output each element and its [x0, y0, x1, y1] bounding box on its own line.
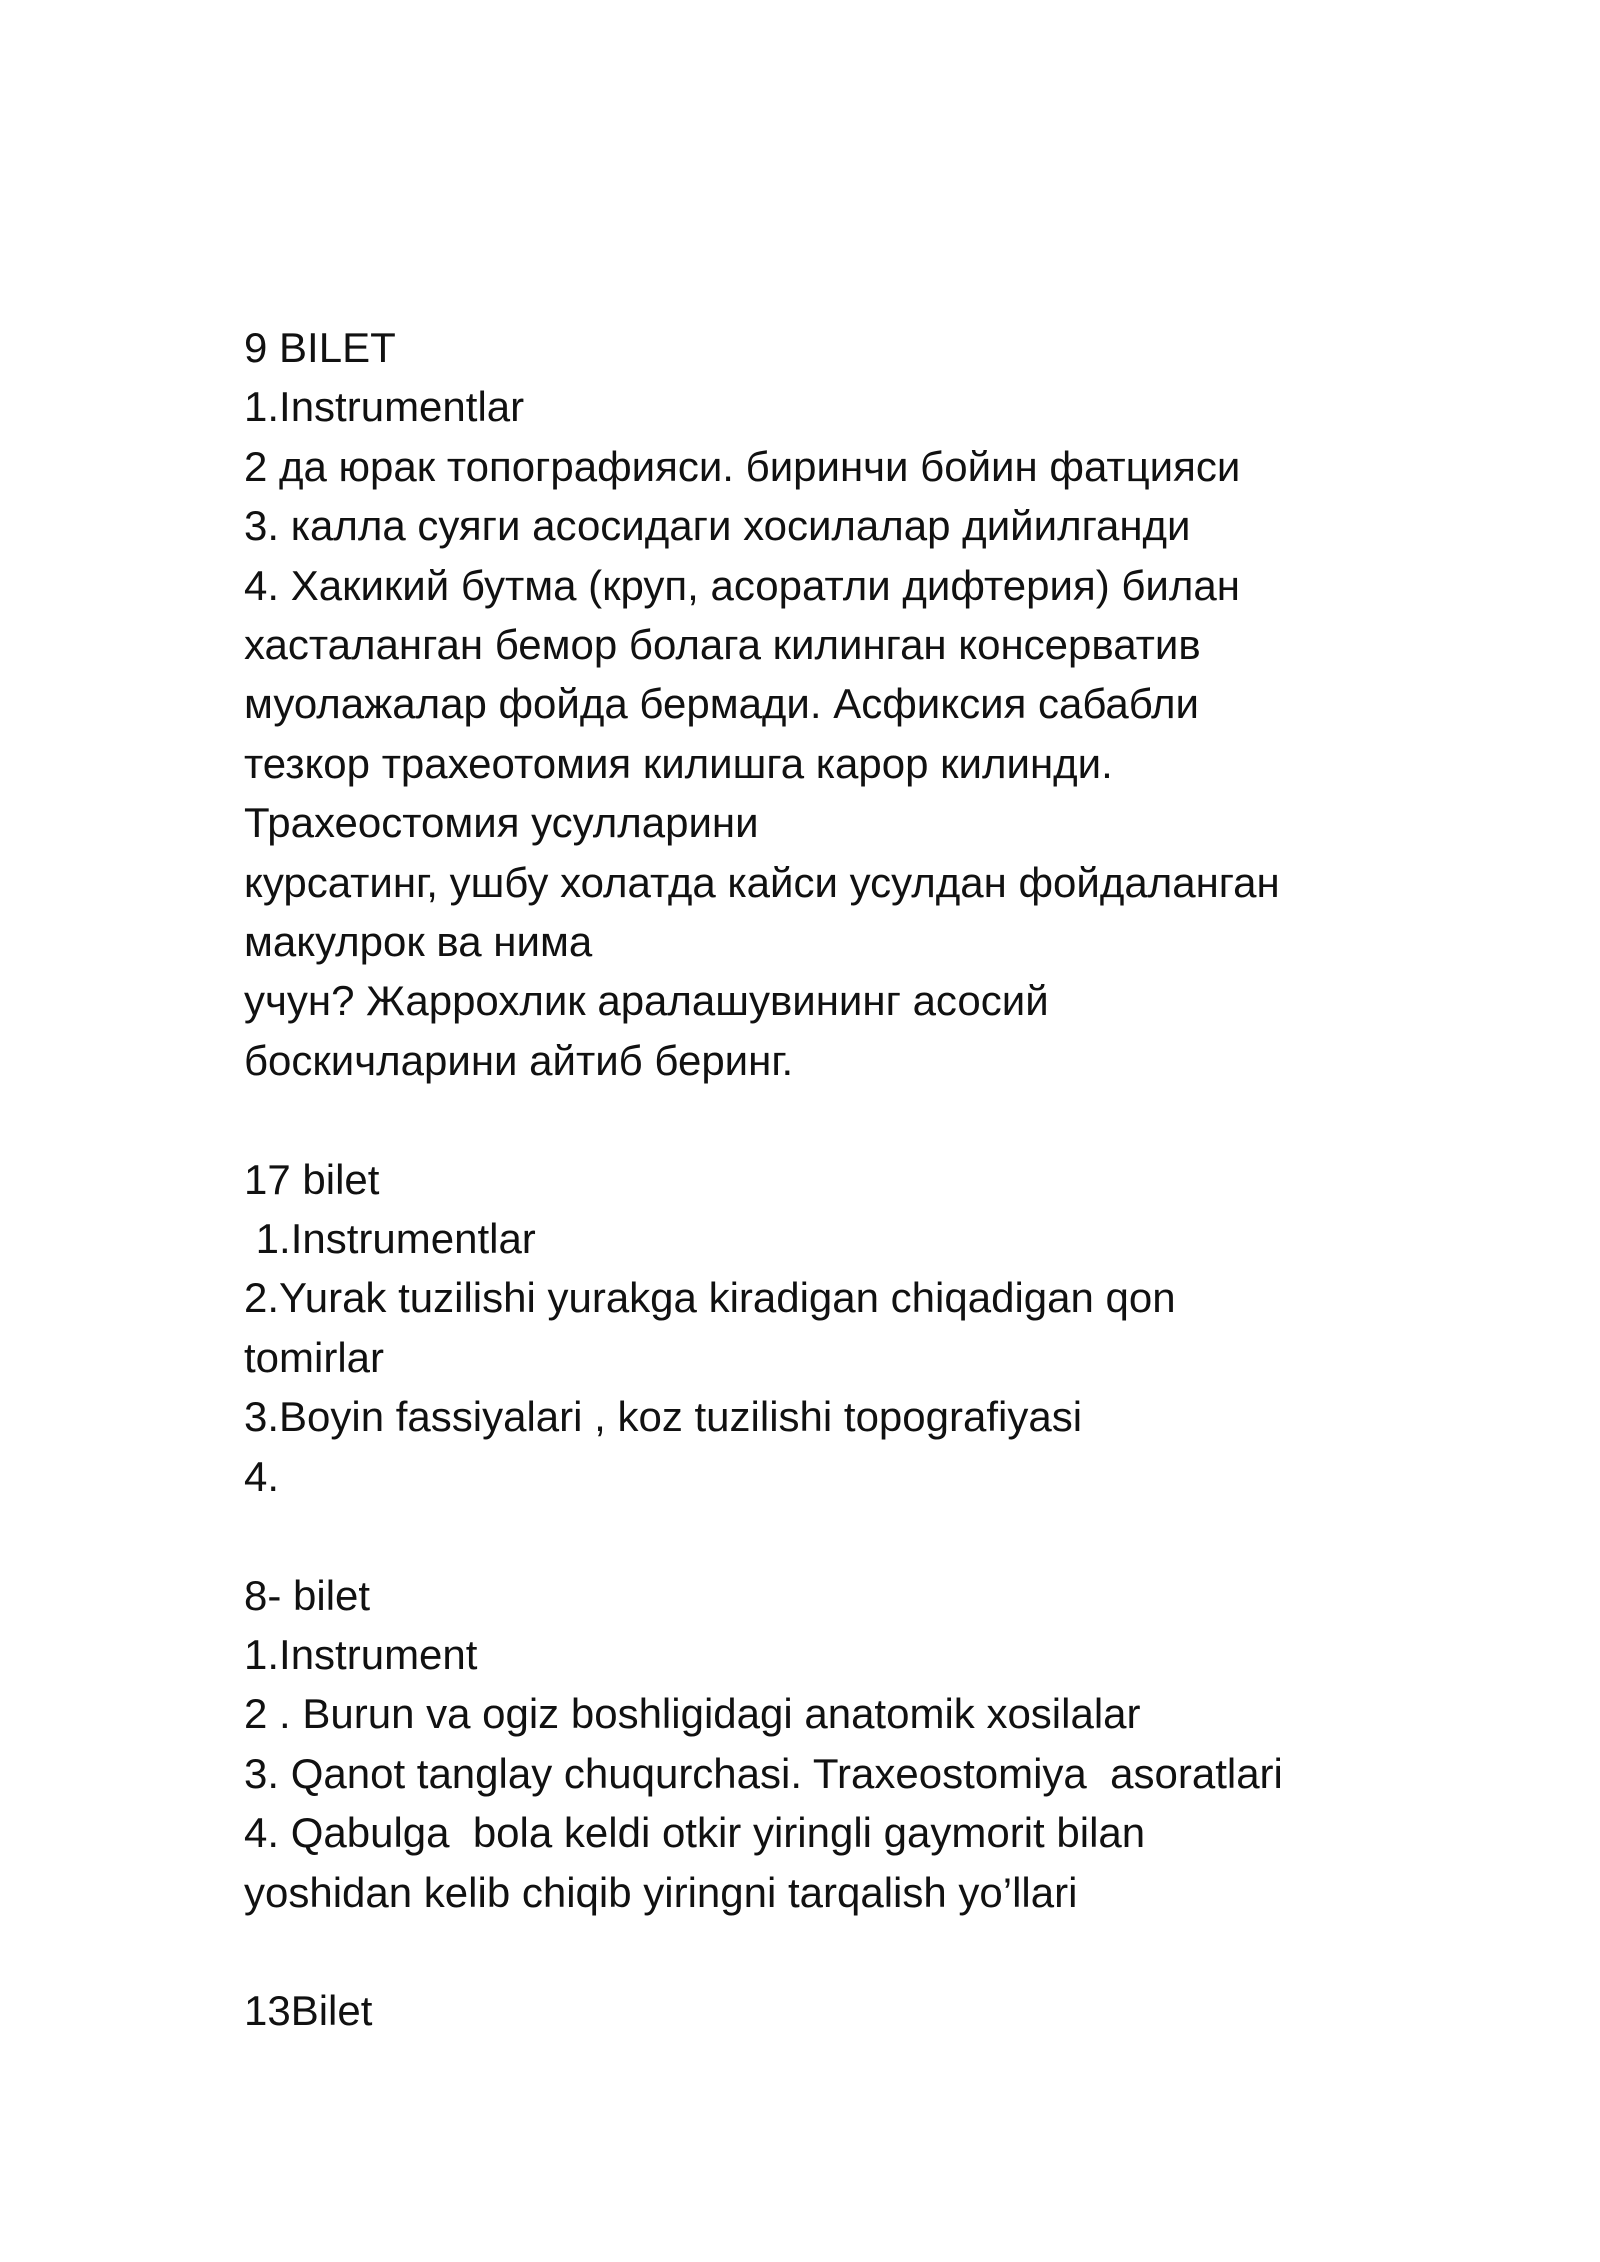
ticket-line: tomirlar: [244, 1333, 385, 1381]
ticket-13-section: [244, 1981, 1444, 2040]
paragraph-gap: [244, 1922, 1444, 1981]
ticket-line: 4. Хакикий бутма (круп, асоратли дифтерия) билан: [244, 561, 1240, 609]
ticket-line: 3. Qanot tanglay chuqurchasi. Traxeostomiya asoratlari: [244, 1749, 1283, 1797]
ticket-9-section: [244, 318, 1444, 1090]
ticket-17-section: [244, 1150, 1444, 1506]
paragraph-gap: [244, 1090, 1444, 1149]
ticket-line: боскичларини айтиб беринг.: [244, 1036, 794, 1084]
ticket-heading: 17 bilet: [244, 1155, 380, 1203]
ticket-line: Трахеостомия усулларини: [244, 799, 759, 847]
ticket-line: 4. Qabulga bola keldi otkir yiringli gaymorit bilan: [244, 1809, 1146, 1857]
paragraph-gap: [244, 1506, 1444, 1565]
ticket-line: 1.Instrumentlar: [244, 1215, 536, 1263]
ticket-line: 2 . Burun va ogiz boshligidagi anatomik xosilalar: [244, 1690, 1141, 1738]
ticket-heading: 9 BILET: [244, 324, 396, 371]
ticket-line: курсатинг, ушбу холатда кайси усулдан фойдаланган: [244, 858, 1280, 906]
ticket-line: макулрок ва нима: [244, 918, 593, 966]
ticket-line: 3. калла суяги асосидаги хосилалар дийилганди: [244, 502, 1191, 550]
ticket-line: тезкор трахеотомия килишга карор килинди.: [244, 739, 1113, 787]
ticket-line: 1.Instrumentlar: [244, 383, 525, 431]
ticket-line: учун? Жаррохлик аралашувининг асосий: [244, 977, 1049, 1025]
ticket-line: yoshidan kelib chiqib yiringni tarqalish yo’llari: [244, 1868, 1078, 1916]
document-body: [244, 318, 1444, 2041]
ticket-line: 3.Boyin fassiyalari , koz tuzilishi topografiyasi: [244, 1393, 1083, 1441]
ticket-line: хасталанган бемор болага килинган консерватив: [244, 621, 1201, 669]
ticket-8-section: [244, 1566, 1444, 1922]
ticket-heading: 13Bilet: [244, 1987, 373, 2035]
ticket-line: 2.Yurak tuzilishi yurakga kiradigan chiqadigan qon: [244, 1274, 1176, 1322]
ticket-line: 2 да юрак топографияси. биринчи бойин фатцияси: [244, 442, 1241, 490]
ticket-line: 1.Instrument: [244, 1630, 478, 1678]
ticket-heading: 8- bilet: [244, 1571, 371, 1619]
ticket-line: муолажалар фойда бермади. Асфиксия сабабли: [244, 680, 1199, 728]
ticket-line: 4.: [244, 1452, 280, 1500]
